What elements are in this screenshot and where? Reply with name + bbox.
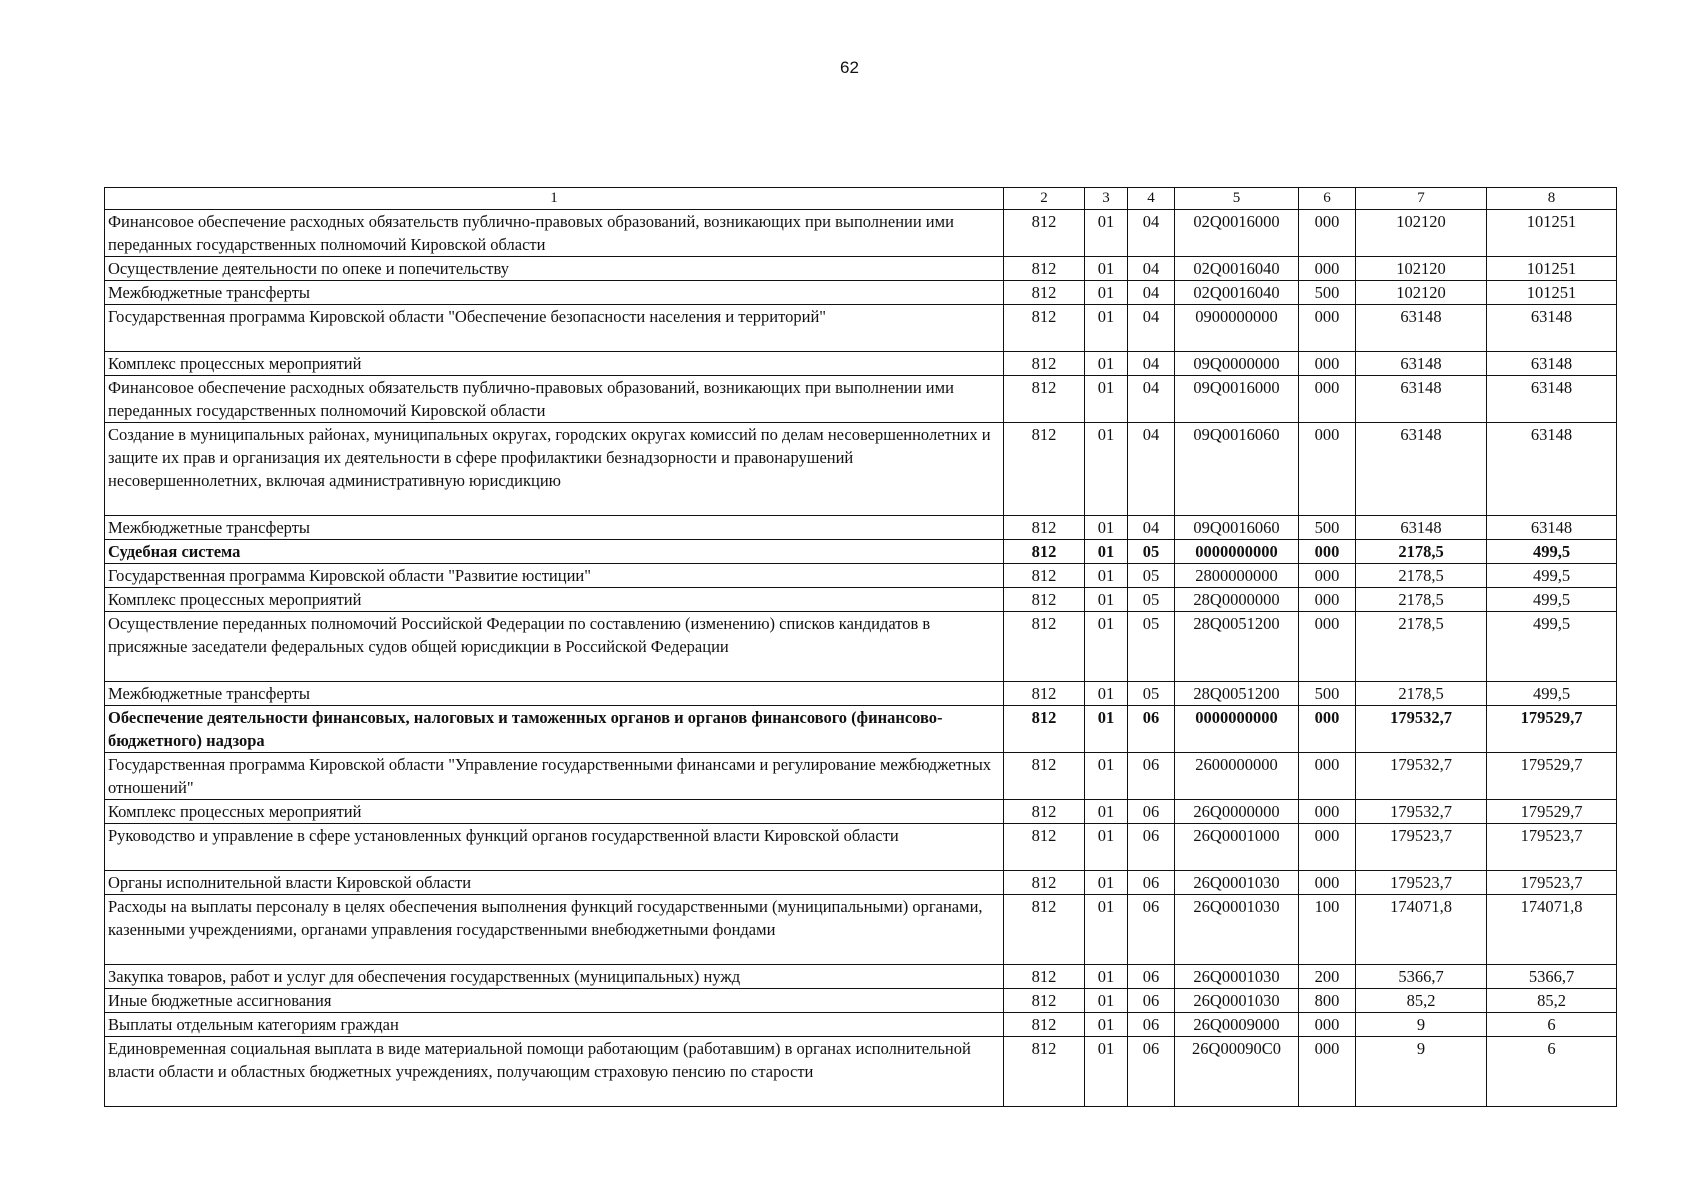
amount-col8-cell: 499,5: [1487, 682, 1617, 706]
row-name-cell: Единовременная социальная выплата в виде материальной помощи работающим (работавшим) в органах исполнительной власти области и областных бюджетных учреждениях, получающим страховую пенсию по старости: [105, 1037, 1004, 1107]
amount-col8-cell: 63148: [1487, 305, 1617, 352]
target-article-cell: 26Q0001030: [1175, 871, 1299, 895]
amount-col8-cell: 6: [1487, 1037, 1617, 1107]
code-admin-cell: 812: [1004, 895, 1085, 965]
expense-type-cell: 000: [1299, 540, 1356, 564]
table-row: [105, 824, 1617, 871]
expense-type-cell: 500: [1299, 516, 1356, 540]
expense-type-cell: 000: [1299, 1013, 1356, 1037]
target-article-cell: 28Q0000000: [1175, 588, 1299, 612]
target-article-cell: 0900000000: [1175, 305, 1299, 352]
column-header: 5: [1175, 188, 1299, 210]
amount-col7-cell: 102120: [1356, 281, 1487, 305]
expense-type-cell: 000: [1299, 706, 1356, 753]
amount-col7-cell: 5366,7: [1356, 965, 1487, 989]
amount-col7-cell: 2178,5: [1356, 540, 1487, 564]
table-row: [105, 540, 1617, 564]
amount-col7-cell: 63148: [1356, 376, 1487, 423]
code-admin-cell: 812: [1004, 682, 1085, 706]
table-row: [105, 516, 1617, 540]
subsection-cell: 06: [1128, 824, 1175, 871]
code-admin-cell: 812: [1004, 989, 1085, 1013]
target-article-cell: 26Q00090C0: [1175, 1037, 1299, 1107]
section-cell: 01: [1085, 965, 1128, 989]
subsection-cell: 05: [1128, 682, 1175, 706]
section-cell: 01: [1085, 257, 1128, 281]
target-article-cell: 26Q0001030: [1175, 965, 1299, 989]
amount-col8-cell: 6: [1487, 1013, 1617, 1037]
code-admin-cell: 812: [1004, 965, 1085, 989]
subsection-cell: 06: [1128, 1037, 1175, 1107]
table-row: [105, 423, 1617, 516]
target-article-cell: 28Q0051200: [1175, 682, 1299, 706]
section-cell: 01: [1085, 1037, 1128, 1107]
amount-col7-cell: 9: [1356, 1013, 1487, 1037]
section-cell: 01: [1085, 895, 1128, 965]
amount-col8-cell: 63148: [1487, 516, 1617, 540]
amount-col8-cell: 499,5: [1487, 564, 1617, 588]
expense-type-cell: 000: [1299, 352, 1356, 376]
row-name-cell: Выплаты отдельным категориям граждан: [105, 1013, 1004, 1037]
amount-col7-cell: 85,2: [1356, 989, 1487, 1013]
amount-col8-cell: 179529,7: [1487, 753, 1617, 800]
amount-col7-cell: 63148: [1356, 423, 1487, 516]
target-article-cell: 0000000000: [1175, 706, 1299, 753]
column-header: 3: [1085, 188, 1128, 210]
table-row: [105, 376, 1617, 423]
table-row: [105, 588, 1617, 612]
subsection-cell: 06: [1128, 989, 1175, 1013]
expense-type-cell: 000: [1299, 800, 1356, 824]
table-row: [105, 800, 1617, 824]
target-article-cell: 09Q0000000: [1175, 352, 1299, 376]
table-row: [105, 564, 1617, 588]
amount-col8-cell: 63148: [1487, 352, 1617, 376]
amount-col8-cell: 63148: [1487, 376, 1617, 423]
subsection-cell: 06: [1128, 800, 1175, 824]
amount-col8-cell: 179529,7: [1487, 706, 1617, 753]
expense-type-cell: 000: [1299, 376, 1356, 423]
subsection-cell: 04: [1128, 210, 1175, 257]
amount-col7-cell: 174071,8: [1356, 895, 1487, 965]
section-cell: 01: [1085, 210, 1128, 257]
table-row: [105, 612, 1617, 682]
expense-type-cell: 000: [1299, 588, 1356, 612]
target-article-cell: 26Q0001030: [1175, 895, 1299, 965]
expense-type-cell: 000: [1299, 210, 1356, 257]
table-row: [105, 753, 1617, 800]
section-cell: 01: [1085, 540, 1128, 564]
target-article-cell: 0000000000: [1175, 540, 1299, 564]
amount-col8-cell: 174071,8: [1487, 895, 1617, 965]
subsection-cell: 06: [1128, 706, 1175, 753]
amount-col7-cell: 179532,7: [1356, 753, 1487, 800]
row-name-cell: Обеспечение деятельности финансовых, налоговых и таможенных органов и органов финансового (финансово-бюджетного) надзора: [105, 706, 1004, 753]
amount-col8-cell: 101251: [1487, 257, 1617, 281]
code-admin-cell: 812: [1004, 1037, 1085, 1107]
row-name-cell: Межбюджетные трансферты: [105, 516, 1004, 540]
code-admin-cell: 812: [1004, 423, 1085, 516]
row-name-cell: Комплекс процессных мероприятий: [105, 352, 1004, 376]
row-name-cell: Органы исполнительной власти Кировской области: [105, 871, 1004, 895]
target-article-cell: 26Q0001030: [1175, 989, 1299, 1013]
subsection-cell: 05: [1128, 588, 1175, 612]
code-admin-cell: 812: [1004, 352, 1085, 376]
table-row: [105, 895, 1617, 965]
code-admin-cell: 812: [1004, 516, 1085, 540]
expense-type-cell: 800: [1299, 989, 1356, 1013]
row-name-cell: Судебная система: [105, 540, 1004, 564]
amount-col7-cell: 2178,5: [1356, 588, 1487, 612]
target-article-cell: 02Q0016040: [1175, 281, 1299, 305]
section-cell: 01: [1085, 824, 1128, 871]
table-row: [105, 871, 1617, 895]
table-row: [105, 305, 1617, 352]
row-name-cell: Расходы на выплаты персоналу в целях обеспечения выполнения функций государственными (муниципальными) органами, казенными учреждениями, органами управления государственными внебюджетными фондами: [105, 895, 1004, 965]
row-name-cell: Осуществление деятельности по опеке и попечительству: [105, 257, 1004, 281]
section-cell: 01: [1085, 352, 1128, 376]
expense-type-cell: 000: [1299, 753, 1356, 800]
code-admin-cell: 812: [1004, 612, 1085, 682]
subsection-cell: 06: [1128, 871, 1175, 895]
code-admin-cell: 812: [1004, 824, 1085, 871]
column-header: 6: [1299, 188, 1356, 210]
amount-col8-cell: 5366,7: [1487, 965, 1617, 989]
section-cell: 01: [1085, 753, 1128, 800]
amount-col8-cell: 179523,7: [1487, 871, 1617, 895]
section-cell: 01: [1085, 871, 1128, 895]
target-article-cell: 09Q0016000: [1175, 376, 1299, 423]
amount-col7-cell: 63148: [1356, 352, 1487, 376]
target-article-cell: 26Q0001000: [1175, 824, 1299, 871]
row-name-cell: Государственная программа Кировской области "Обеспечение безопасности населения и территорий": [105, 305, 1004, 352]
row-name-cell: Иные бюджетные ассигнования: [105, 989, 1004, 1013]
amount-col8-cell: 101251: [1487, 210, 1617, 257]
row-name-cell: Закупка товаров, работ и услуг для обеспечения государственных (муниципальных) нужд: [105, 965, 1004, 989]
row-name-cell: Финансовое обеспечение расходных обязательств публично-правовых образований, возникающих при выполнении ими переданных государственных полномочий Кировской области: [105, 210, 1004, 257]
table-row: [105, 989, 1617, 1013]
page-number: 62: [840, 58, 859, 77]
subsection-cell: 04: [1128, 305, 1175, 352]
row-name-cell: Создание в муниципальных районах, муниципальных округах, городских округах комиссий по делам несовершеннолетних и защите их прав и организация их деятельности в сфере профилактики безнадзорности и правонарушений несовершеннолетних, включая административную юрисдикцию: [105, 423, 1004, 516]
table-body: [105, 210, 1617, 1107]
expense-type-cell: 000: [1299, 423, 1356, 516]
target-article-cell: 28Q0051200: [1175, 612, 1299, 682]
table-row: [105, 210, 1617, 257]
code-admin-cell: 812: [1004, 753, 1085, 800]
code-admin-cell: 812: [1004, 305, 1085, 352]
amount-col8-cell: 85,2: [1487, 989, 1617, 1013]
target-article-cell: 02Q0016040: [1175, 257, 1299, 281]
amount-col7-cell: 179532,7: [1356, 706, 1487, 753]
expense-type-cell: 000: [1299, 1037, 1356, 1107]
column-header: 1: [105, 188, 1004, 210]
column-header: 4: [1128, 188, 1175, 210]
row-name-cell: Комплекс процессных мероприятий: [105, 800, 1004, 824]
code-admin-cell: 812: [1004, 540, 1085, 564]
subsection-cell: 04: [1128, 516, 1175, 540]
section-cell: 01: [1085, 612, 1128, 682]
subsection-cell: 06: [1128, 1013, 1175, 1037]
row-name-cell: Государственная программа Кировской области "Развитие юстиции": [105, 564, 1004, 588]
table-row: [105, 1037, 1617, 1107]
amount-col7-cell: 2178,5: [1356, 564, 1487, 588]
expense-type-cell: 000: [1299, 564, 1356, 588]
section-cell: 01: [1085, 800, 1128, 824]
section-cell: 01: [1085, 1013, 1128, 1037]
subsection-cell: 05: [1128, 612, 1175, 682]
row-name-cell: Осуществление переданных полномочий Российской Федерации по составлению (изменению) списков кандидатов в присяжные заседатели федеральных судов общей юрисдикции в Российской Федерации: [105, 612, 1004, 682]
target-article-cell: 26Q0000000: [1175, 800, 1299, 824]
subsection-cell: 04: [1128, 281, 1175, 305]
expense-type-cell: 500: [1299, 682, 1356, 706]
section-cell: 01: [1085, 281, 1128, 305]
column-header: 2: [1004, 188, 1085, 210]
table-row: [105, 682, 1617, 706]
code-admin-cell: 812: [1004, 281, 1085, 305]
table-row: [105, 257, 1617, 281]
amount-col7-cell: 2178,5: [1356, 612, 1487, 682]
table-row: [105, 352, 1617, 376]
code-admin-cell: 812: [1004, 1013, 1085, 1037]
section-cell: 01: [1085, 423, 1128, 516]
section-cell: 01: [1085, 682, 1128, 706]
table-row: [105, 965, 1617, 989]
table-row: [105, 1013, 1617, 1037]
code-admin-cell: 812: [1004, 588, 1085, 612]
amount-col7-cell: 9: [1356, 1037, 1487, 1107]
section-cell: 01: [1085, 564, 1128, 588]
amount-col8-cell: 499,5: [1487, 588, 1617, 612]
column-header: 8: [1487, 188, 1617, 210]
subsection-cell: 04: [1128, 257, 1175, 281]
budget-table: [104, 187, 1617, 1107]
amount-col8-cell: 179529,7: [1487, 800, 1617, 824]
section-cell: 01: [1085, 706, 1128, 753]
subsection-cell: 06: [1128, 965, 1175, 989]
code-admin-cell: 812: [1004, 871, 1085, 895]
section-cell: 01: [1085, 376, 1128, 423]
target-article-cell: 09Q0016060: [1175, 423, 1299, 516]
amount-col7-cell: 2178,5: [1356, 682, 1487, 706]
subsection-cell: 05: [1128, 564, 1175, 588]
amount-col7-cell: 102120: [1356, 210, 1487, 257]
expense-type-cell: 000: [1299, 612, 1356, 682]
expense-type-cell: 100: [1299, 895, 1356, 965]
code-admin-cell: 812: [1004, 210, 1085, 257]
subsection-cell: 06: [1128, 753, 1175, 800]
table-row: [105, 281, 1617, 305]
section-cell: 01: [1085, 516, 1128, 540]
target-article-cell: 2600000000: [1175, 753, 1299, 800]
code-admin-cell: 812: [1004, 706, 1085, 753]
expense-type-cell: 000: [1299, 257, 1356, 281]
amount-col7-cell: 63148: [1356, 516, 1487, 540]
section-cell: 01: [1085, 588, 1128, 612]
target-article-cell: 26Q0009000: [1175, 1013, 1299, 1037]
amount-col7-cell: 179532,7: [1356, 800, 1487, 824]
target-article-cell: 2800000000: [1175, 564, 1299, 588]
code-admin-cell: 812: [1004, 564, 1085, 588]
row-name-cell: Руководство и управление в сфере установленных функций органов государственной власти Кировской области: [105, 824, 1004, 871]
amount-col8-cell: 101251: [1487, 281, 1617, 305]
target-article-cell: 09Q0016060: [1175, 516, 1299, 540]
expense-type-cell: 000: [1299, 871, 1356, 895]
amount-col7-cell: 102120: [1356, 257, 1487, 281]
code-admin-cell: 812: [1004, 800, 1085, 824]
target-article-cell: 02Q0016000: [1175, 210, 1299, 257]
amount-col7-cell: 63148: [1356, 305, 1487, 352]
subsection-cell: 04: [1128, 376, 1175, 423]
amount-col8-cell: 499,5: [1487, 540, 1617, 564]
column-header: 7: [1356, 188, 1487, 210]
subsection-cell: 05: [1128, 540, 1175, 564]
subsection-cell: 06: [1128, 895, 1175, 965]
section-cell: 01: [1085, 989, 1128, 1013]
row-name-cell: Финансовое обеспечение расходных обязательств публично-правовых образований, возникающих при выполнении ими переданных государственных полномочий Кировской области: [105, 376, 1004, 423]
code-admin-cell: 812: [1004, 257, 1085, 281]
amount-col8-cell: 179523,7: [1487, 824, 1617, 871]
section-cell: 01: [1085, 305, 1128, 352]
row-name-cell: Межбюджетные трансферты: [105, 682, 1004, 706]
expense-type-cell: 000: [1299, 305, 1356, 352]
subsection-cell: 04: [1128, 423, 1175, 516]
subsection-cell: 04: [1128, 352, 1175, 376]
table-header-row: [105, 188, 1617, 210]
amount-col7-cell: 179523,7: [1356, 824, 1487, 871]
expense-type-cell: 200: [1299, 965, 1356, 989]
amount-col7-cell: 179523,7: [1356, 871, 1487, 895]
row-name-cell: Комплекс процессных мероприятий: [105, 588, 1004, 612]
row-name-cell: Государственная программа Кировской области "Управление государственными финансами и регулирование межбюджетных отношений": [105, 753, 1004, 800]
table-row: [105, 706, 1617, 753]
code-admin-cell: 812: [1004, 376, 1085, 423]
amount-col8-cell: 63148: [1487, 423, 1617, 516]
amount-col8-cell: 499,5: [1487, 612, 1617, 682]
expense-type-cell: 500: [1299, 281, 1356, 305]
row-name-cell: Межбюджетные трансферты: [105, 281, 1004, 305]
expense-type-cell: 000: [1299, 824, 1356, 871]
